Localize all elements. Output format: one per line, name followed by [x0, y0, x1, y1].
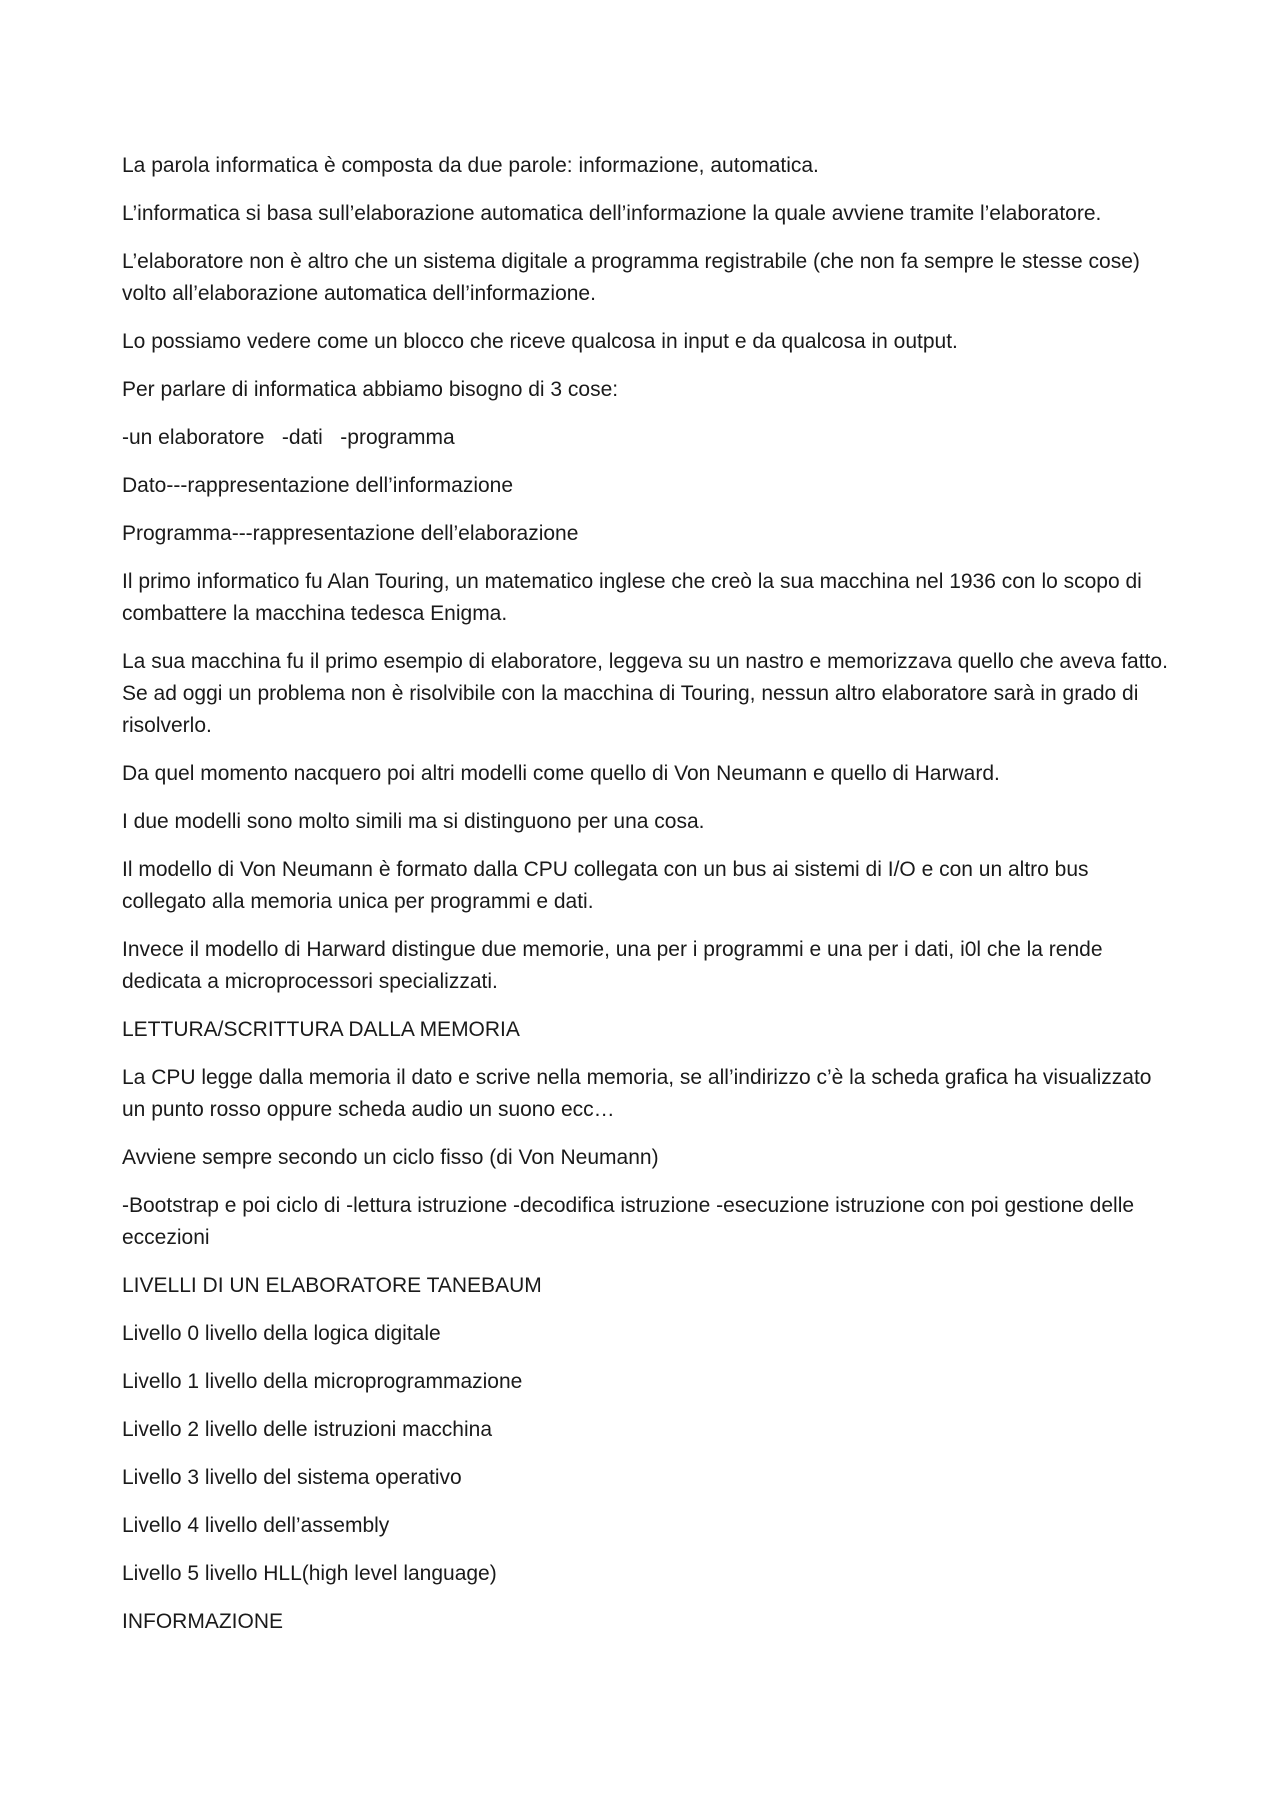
- paragraph-11: Da quel momento nacquero poi altri modelli come quello di Von Neumann e quello di Harward.: [122, 762, 1000, 785]
- paragraph-9: Il primo informatico fu Alan Touring, un matematico inglese che creò la sua macchina nel 1936 con lo scopo di combattere la macchina tedesca Enigma.: [122, 570, 1148, 625]
- paragraph-2: L’informatica si basa sull’elaborazione automatica dell’informazione la quale avviene tramite l’elaboratore.: [122, 202, 1102, 225]
- paragraph-8: Programma---rappresentazione dell’elaborazione: [122, 522, 579, 545]
- level-4-line: Livello 4 livello dell’assembly: [122, 1514, 390, 1537]
- section-heading-information: INFORMAZIONE: [122, 1610, 283, 1633]
- paragraph-4: Lo possiamo vedere come un blocco che riceve qualcosa in input e da qualcosa in output.: [122, 330, 958, 353]
- section-heading-levels: LIVELLI DI UN ELABORATORE TANEBAUM: [122, 1274, 542, 1297]
- section-heading-memory: LETTURA/SCRITTURA DALLA MEMORIA: [122, 1018, 520, 1041]
- level-0-line: Livello 0 livello della logica digitale: [122, 1322, 441, 1345]
- paragraph-14: Invece il modello di Harward distingue due memorie, una per i programmi e una per i dati, i0l che la rende dedicata a microprocessori specializzati.: [122, 938, 1109, 993]
- paragraph-1: La parola informatica è composta da due parole: informazione, automatica.: [122, 154, 819, 177]
- paragraph-16: La CPU legge dalla memoria il dato e scrive nella memoria, se all’indirizzo c’è la scheda grafica ha visualizzato un punto rosso oppure scheda audio un suono ecc…: [122, 1066, 1158, 1121]
- paragraph-13: Il modello di Von Neumann è formato dalla CPU collegata con un bus ai sistemi di I/O e con un altro bus collegato alla memoria unica per programmi e dati.: [122, 858, 1095, 913]
- paragraph-10: La sua macchina fu il primo esempio di elaboratore, leggeva su un nastro e memorizzava quello che aveva fatto. Se ad oggi un problema non è risolvibile con la macchina di Touring, nessun altro elaboratore sarà in grado di risolverlo.: [122, 650, 1174, 737]
- level-5-line: Livello 5 livello HLL(high level language): [122, 1562, 497, 1585]
- level-3-line: Livello 3 livello del sistema operativo: [122, 1466, 462, 1489]
- paragraph-7: Dato---rappresentazione dell’informazione: [122, 474, 514, 497]
- paragraph-18: -Bootstrap e poi ciclo di -lettura istruzione -decodifica istruzione -esecuzione istruzione con poi gestione delle eccezioni: [122, 1194, 1140, 1249]
- level-1-line: Livello 1 livello della microprogrammazione: [122, 1370, 523, 1393]
- paragraph-6: -un elaboratore -dati -programma: [122, 426, 455, 449]
- paragraph-3: L’elaboratore non è altro che un sistema digitale a programma registrabile (che non fa sempre le stesse cose) volto all’elaborazione automatica dell’informazione.: [122, 250, 1146, 305]
- paragraph-17: Avviene sempre secondo un ciclo fisso (di Von Neumann): [122, 1146, 659, 1169]
- paragraph-12: I due modelli sono molto simili ma si distinguono per una cosa.: [122, 810, 705, 833]
- level-2-line: Livello 2 livello delle istruzioni macchina: [122, 1418, 493, 1441]
- document-body: [122, 150, 1172, 1654]
- paragraph-5: Per parlare di informatica abbiamo bisogno di 3 cose:: [122, 378, 619, 401]
